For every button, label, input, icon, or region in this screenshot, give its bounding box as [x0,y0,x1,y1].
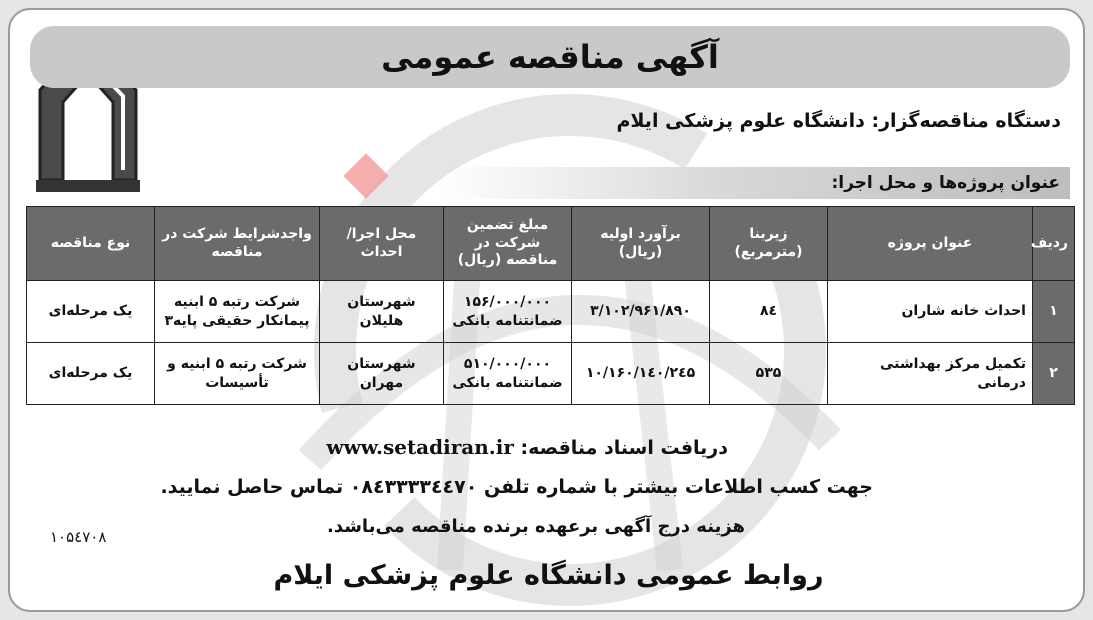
table-header-row [27,207,1075,281]
header-area: زیربنا (مترمربع) [710,207,828,281]
notice-frame [8,8,1085,612]
header-tender-type: نوع مناقصه [27,207,155,281]
guarantee-amount: ۱۵۶/۰۰۰/۰۰۰ [463,294,552,311]
header-project-title: عنوان پروژه [828,207,1033,281]
cell-eligibility: شرکت رتبه ۵ ابنیه و تأسیسات [155,343,320,405]
header-guarantee: مبلغ تضمین شرکت در مناقصه (ریال) [444,207,572,281]
cell-project-title: احداث خانه شاران [828,281,1033,343]
cell-tender-type: یک مرحله‌ای [27,281,155,343]
cell-estimate: ۳/۱۰۲/۹۶۱/۸۹۰ [572,281,710,343]
title-banner [30,26,1070,88]
cell-location: شهرستان مهران [320,343,444,405]
footer-signature: روابط عمومی دانشگاه علوم پزشکی ایلام [273,560,824,591]
cell-row-number: ۲ [1033,343,1075,405]
table-row [27,343,1075,405]
page-title: آگهی مناقصه عمومی [381,38,719,76]
table-row [27,281,1075,343]
cell-project-title: تکمیل مرکز بهداشتی درمانی [828,343,1033,405]
cell-area: ۸٤ [710,281,828,343]
organizer-line: دستگاه مناقصه‌گزار: دانشگاه علوم پزشکی ایلام [616,110,1061,132]
projects-heading-bar [440,167,1070,199]
documents-link[interactable]: www.setadiran.ir [326,435,514,459]
cell-location: شهرستان هلیلان [320,281,444,343]
documents-label: دریافت اسناد مناقصه: [520,437,728,459]
guarantee-type: ضمانتنامه بانکی [452,374,563,391]
header-row-number: ردیف [1033,207,1075,281]
cell-guarantee [444,343,572,405]
cell-area: ۵۳۵ [710,343,828,405]
ad-code: ۱۰۵٤۷۰۸ [50,528,107,546]
header-estimate: برآورد اولیه (ریال) [572,207,710,281]
header-eligibility: واجدشرایط شرکت در مناقصه [155,207,320,281]
projects-heading: عنوان پروژه‌ها و محل اجرا: [831,173,1060,193]
guarantee-amount: ۵۱۰/۰۰۰/۰۰۰ [463,356,552,373]
cell-guarantee [444,281,572,343]
header-location: محل اجرا/ احداث [320,207,444,281]
documents-line [326,435,728,459]
cell-eligibility: شرکت رتبه ۵ ابنیه پیمانکار حقیقی پایه۳ [155,281,320,343]
tender-table [26,206,1075,405]
cell-tender-type: یک مرحله‌ای [27,343,155,405]
cell-row-number: ۱ [1033,281,1075,343]
cost-line: هزینه درج آگهی برعهده برنده مناقصه می‌باشد. [327,516,745,537]
contact-line: جهت کسب اطلاعات بیشتر با شماره تلفن ۰۸٤۳۳۳۳٤٤۷۰ تماس حاصل نمایید. [160,476,873,498]
cell-estimate: ۱۰/۱۶۰/۱٤۰/۲٤۵ [572,343,710,405]
guarantee-type: ضمانتنامه بانکی [452,312,563,329]
